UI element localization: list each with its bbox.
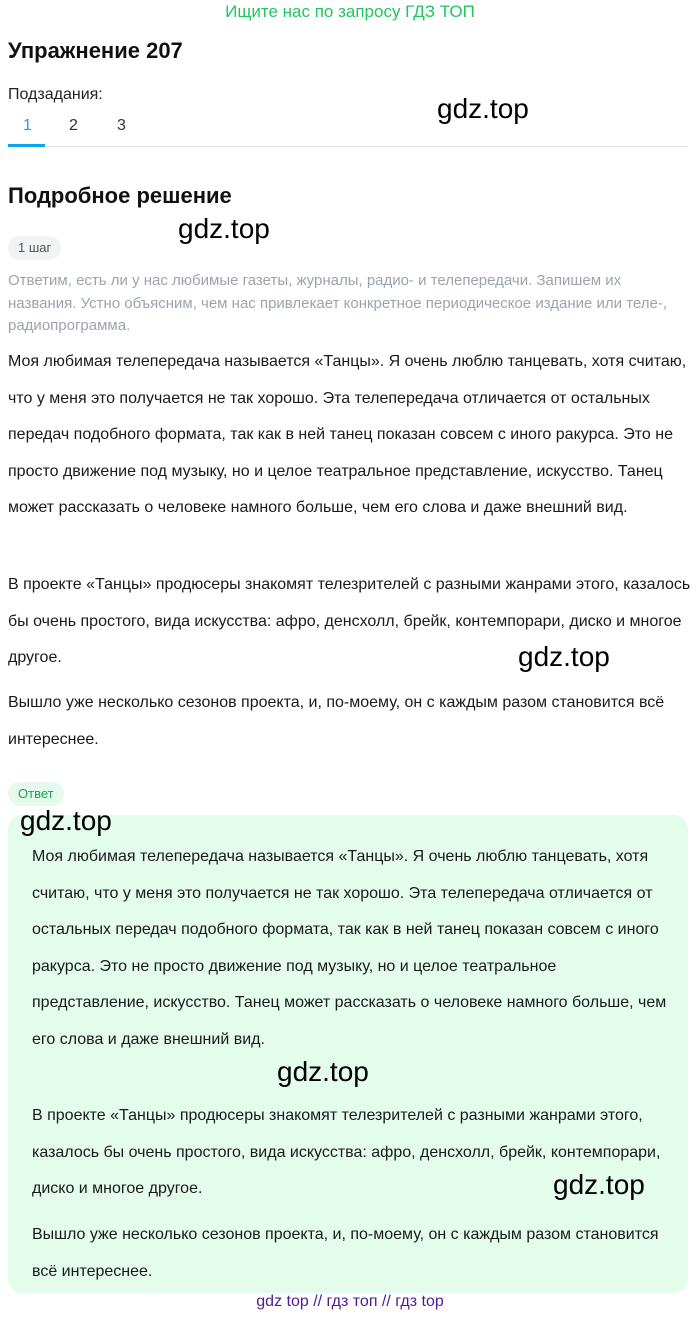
watermark: gdz.top — [178, 213, 270, 244]
watermark: gdz.top — [518, 641, 610, 672]
watermark: gdz.top — [277, 1056, 369, 1087]
solution-paragraph: Вышло уже несколько сезонов проекта, и, по-моему, он с каждым разом становится всё интереснее. — [8, 694, 665, 748]
watermark: gdz.top — [437, 93, 529, 124]
solution-title: Подробное решение — [8, 183, 232, 208]
footer-links[interactable]: gdz top // гдз топ // гдз top — [256, 1293, 444, 1310]
promo-banner[interactable]: Ищите нас по запросу ГДЗ ТОП — [225, 2, 475, 21]
active-tab-indicator — [8, 144, 45, 147]
watermark: gdz.top — [20, 805, 112, 836]
answer-paragraph: В проекте «Танцы» продюсеры знакомят телезрителей с разными жанрами этого, казалось бы очень простого, вида искусства: афро, денсхолл, брейк, контемпорари, диско и многое другое. — [32, 1107, 661, 1197]
tab-3[interactable]: 3 — [117, 117, 126, 134]
subtask-tabs — [8, 111, 688, 147]
answer-paragraph: Моя любимая телепередача называется «Танцы». Я очень люблю танцевать, хотя считаю, что у меня это получается не так хорошо. Эта телепередача отличается от остальных передач подобного формата, так как в ней танец показан совсем с иного ракурса. Это не просто движение под музыку, но и целое театральное представление, искусство. Танец может рассказать о человеке намного больше, чем его слова и даже внешний вид. — [32, 848, 667, 1048]
tab-2[interactable]: 2 — [69, 117, 78, 134]
task-statement: Ответим, есть ли у нас любимые газеты, журналы, радио- и телепередачи. Запишем их названия. Устно объясним, чем нас привлекает конкретное периодическое издание или теле-, радиопрограмма. — [8, 272, 667, 334]
watermark: gdz.top — [553, 1169, 645, 1200]
tab-1[interactable]: 1 — [23, 117, 32, 134]
answer-paragraph: Вышло уже несколько сезонов проекта, и, по-моему, он с каждым разом становится всё интереснее. — [32, 1226, 659, 1280]
answer-badge: Ответ — [8, 782, 64, 806]
subtasks-label: Подзадания: — [8, 86, 103, 103]
solution-paragraph: В проекте «Танцы» продюсеры знакомят телезрителей с разными жанрами этого, казалось бы очень простого, вида искусства: афро, денсхолл, брейк, контемпорари, диско и многое другое. — [8, 576, 691, 666]
solution-paragraph: Моя любимая телепередача называется «Танцы». Я очень люблю танцевать, хотя считаю, что у меня это получается не так хорошо. Эта телепередача отличается от остальных передач подобного формата, так как в ней танец показан совсем с иного ракурса. Это не просто движение под музыку, но и целое театральное представление, искусство. Танец может рассказать о человеке намного больше, чем его слова и даже внешний вид. — [8, 353, 687, 516]
answer-box — [8, 815, 688, 1293]
page-title: Упражнение 207 — [8, 38, 183, 63]
step-badge: 1 шаг — [8, 236, 61, 260]
